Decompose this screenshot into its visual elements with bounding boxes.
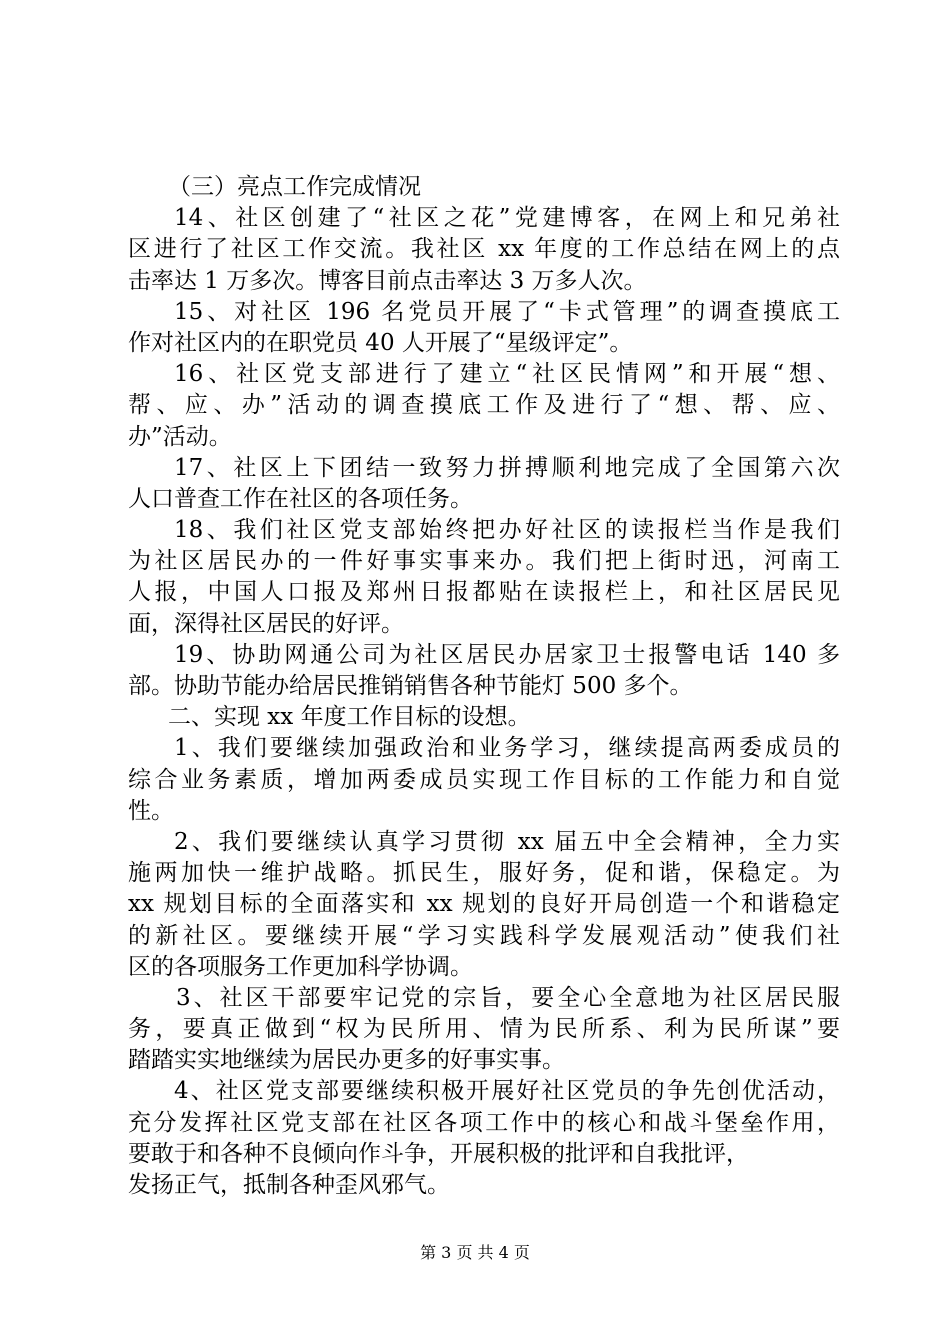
- paragraph-16-line-1: 16、社区党支部进行了建立“社区民情网”和开展“想、: [174, 361, 840, 388]
- goal-3-line-3: 踏踏实实地继续为居民办更多的好事实事。: [128, 1047, 565, 1074]
- paragraph-18-line-4: 面，深得社区居民的好评。: [128, 610, 404, 637]
- paragraph-15-line-2: 作对社区内的在职党员 40 人开展了“星级评定”。: [128, 329, 633, 356]
- goal-1-line-3: 性。: [128, 797, 174, 824]
- section-heading-highlights: （三）亮点工作完成情况: [168, 174, 421, 200]
- goal-1-line-1: 1、我们要继续加强政治和业务学习，继续提高两委成员的: [174, 735, 840, 762]
- paragraph-17-line-2: 人口普查工作在社区的各项任务。: [128, 485, 473, 512]
- goal-2-line-4: 的新社区。要继续开展“学习实践科学发展观活动”使我们社: [128, 922, 840, 949]
- paragraph-18-line-1: 18、我们社区党支部始终把办好社区的读报栏当作是我们: [174, 517, 840, 544]
- goal-4-line-2: 充分发挥社区党支部在社区各项工作中的核心和战斗堡垒作用，: [128, 1109, 840, 1136]
- paragraph-14-line-3: 击率达 1 万多次。博客目前点击率达 3 万多人次。: [128, 267, 647, 294]
- paragraph-16-line-3: 办”活动。: [128, 423, 232, 450]
- goal-2-line-5: 区的各项服务工作更加科学协调。: [128, 953, 473, 980]
- goal-2-line-3: xx 规划目标的全面落实和 xx 规划的良好开局创造一个和谐稳定: [128, 891, 840, 918]
- goal-4-line-3: 要敢于和各种不良倾向作斗争，开展积极的批评和自我批评，: [128, 1140, 749, 1167]
- paragraph-14-line-1: 14、社区创建了“社区之花”党建博客，在网上和兄弟社: [174, 205, 840, 232]
- paragraph-18-line-3: 人报，中国人口报及郑州日报都贴在读报栏上，和社区居民见: [128, 579, 840, 606]
- paragraph-19-line-1: 19、协助网通公司为社区居民办居家卫士报警电话 140 多: [174, 641, 840, 668]
- page-number-footer: 第 3 页 共 4 页: [420, 1243, 530, 1262]
- section-heading-goals: 二、实现 xx 年度工作目标的设想。: [168, 704, 531, 731]
- goal-4-line-1: 4、社区党支部要继续积极开展好社区党员的争先创优活动，: [174, 1078, 840, 1105]
- goal-4-line-4: 发扬正气，抵制各种歪风邪气。: [128, 1172, 450, 1198]
- paragraph-17-line-1: 17、社区上下团结一致努力拼搏顺利地完成了全国第六次: [174, 454, 840, 481]
- paragraph-19-line-2: 部。协助节能办给居民推销销售各种节能灯 500 多个。: [128, 673, 693, 699]
- paragraph-15-line-1: 15、对社区 196 名党员开展了“卡式管理”的调查摸底工: [174, 298, 840, 325]
- goal-2-line-2: 施两加快一维护战略。抓民生，服好务，促和谐，保稳定。为: [128, 860, 840, 887]
- goal-2-line-1: 2、我们要继续认真学习贯彻 xx 届五中全会精神，全力实: [174, 828, 840, 855]
- goal-3-line-1: 3、社区干部要牢记党的宗旨，要全心全意地为社区居民服: [176, 984, 840, 1011]
- document-body: [128, 172, 840, 1201]
- paragraph-14-line-2: 区进行了社区工作交流。我社区 xx 年度的工作总结在网上的点: [128, 236, 840, 263]
- goal-1-line-2: 综合业务素质，增加两委成员实现工作目标的工作能力和自觉: [128, 766, 840, 793]
- paragraph-18-line-2: 为社区居民办的一件好事实事来办。我们把上街时迅，河南工: [128, 548, 840, 575]
- paragraph-16-line-2: 帮、应、办”活动的调查摸底工作及进行了“想、帮、应、: [128, 392, 840, 419]
- goal-3-line-2: 务，要真正做到“权为民所用、情为民所系、利为民所谋”要: [128, 1016, 840, 1043]
